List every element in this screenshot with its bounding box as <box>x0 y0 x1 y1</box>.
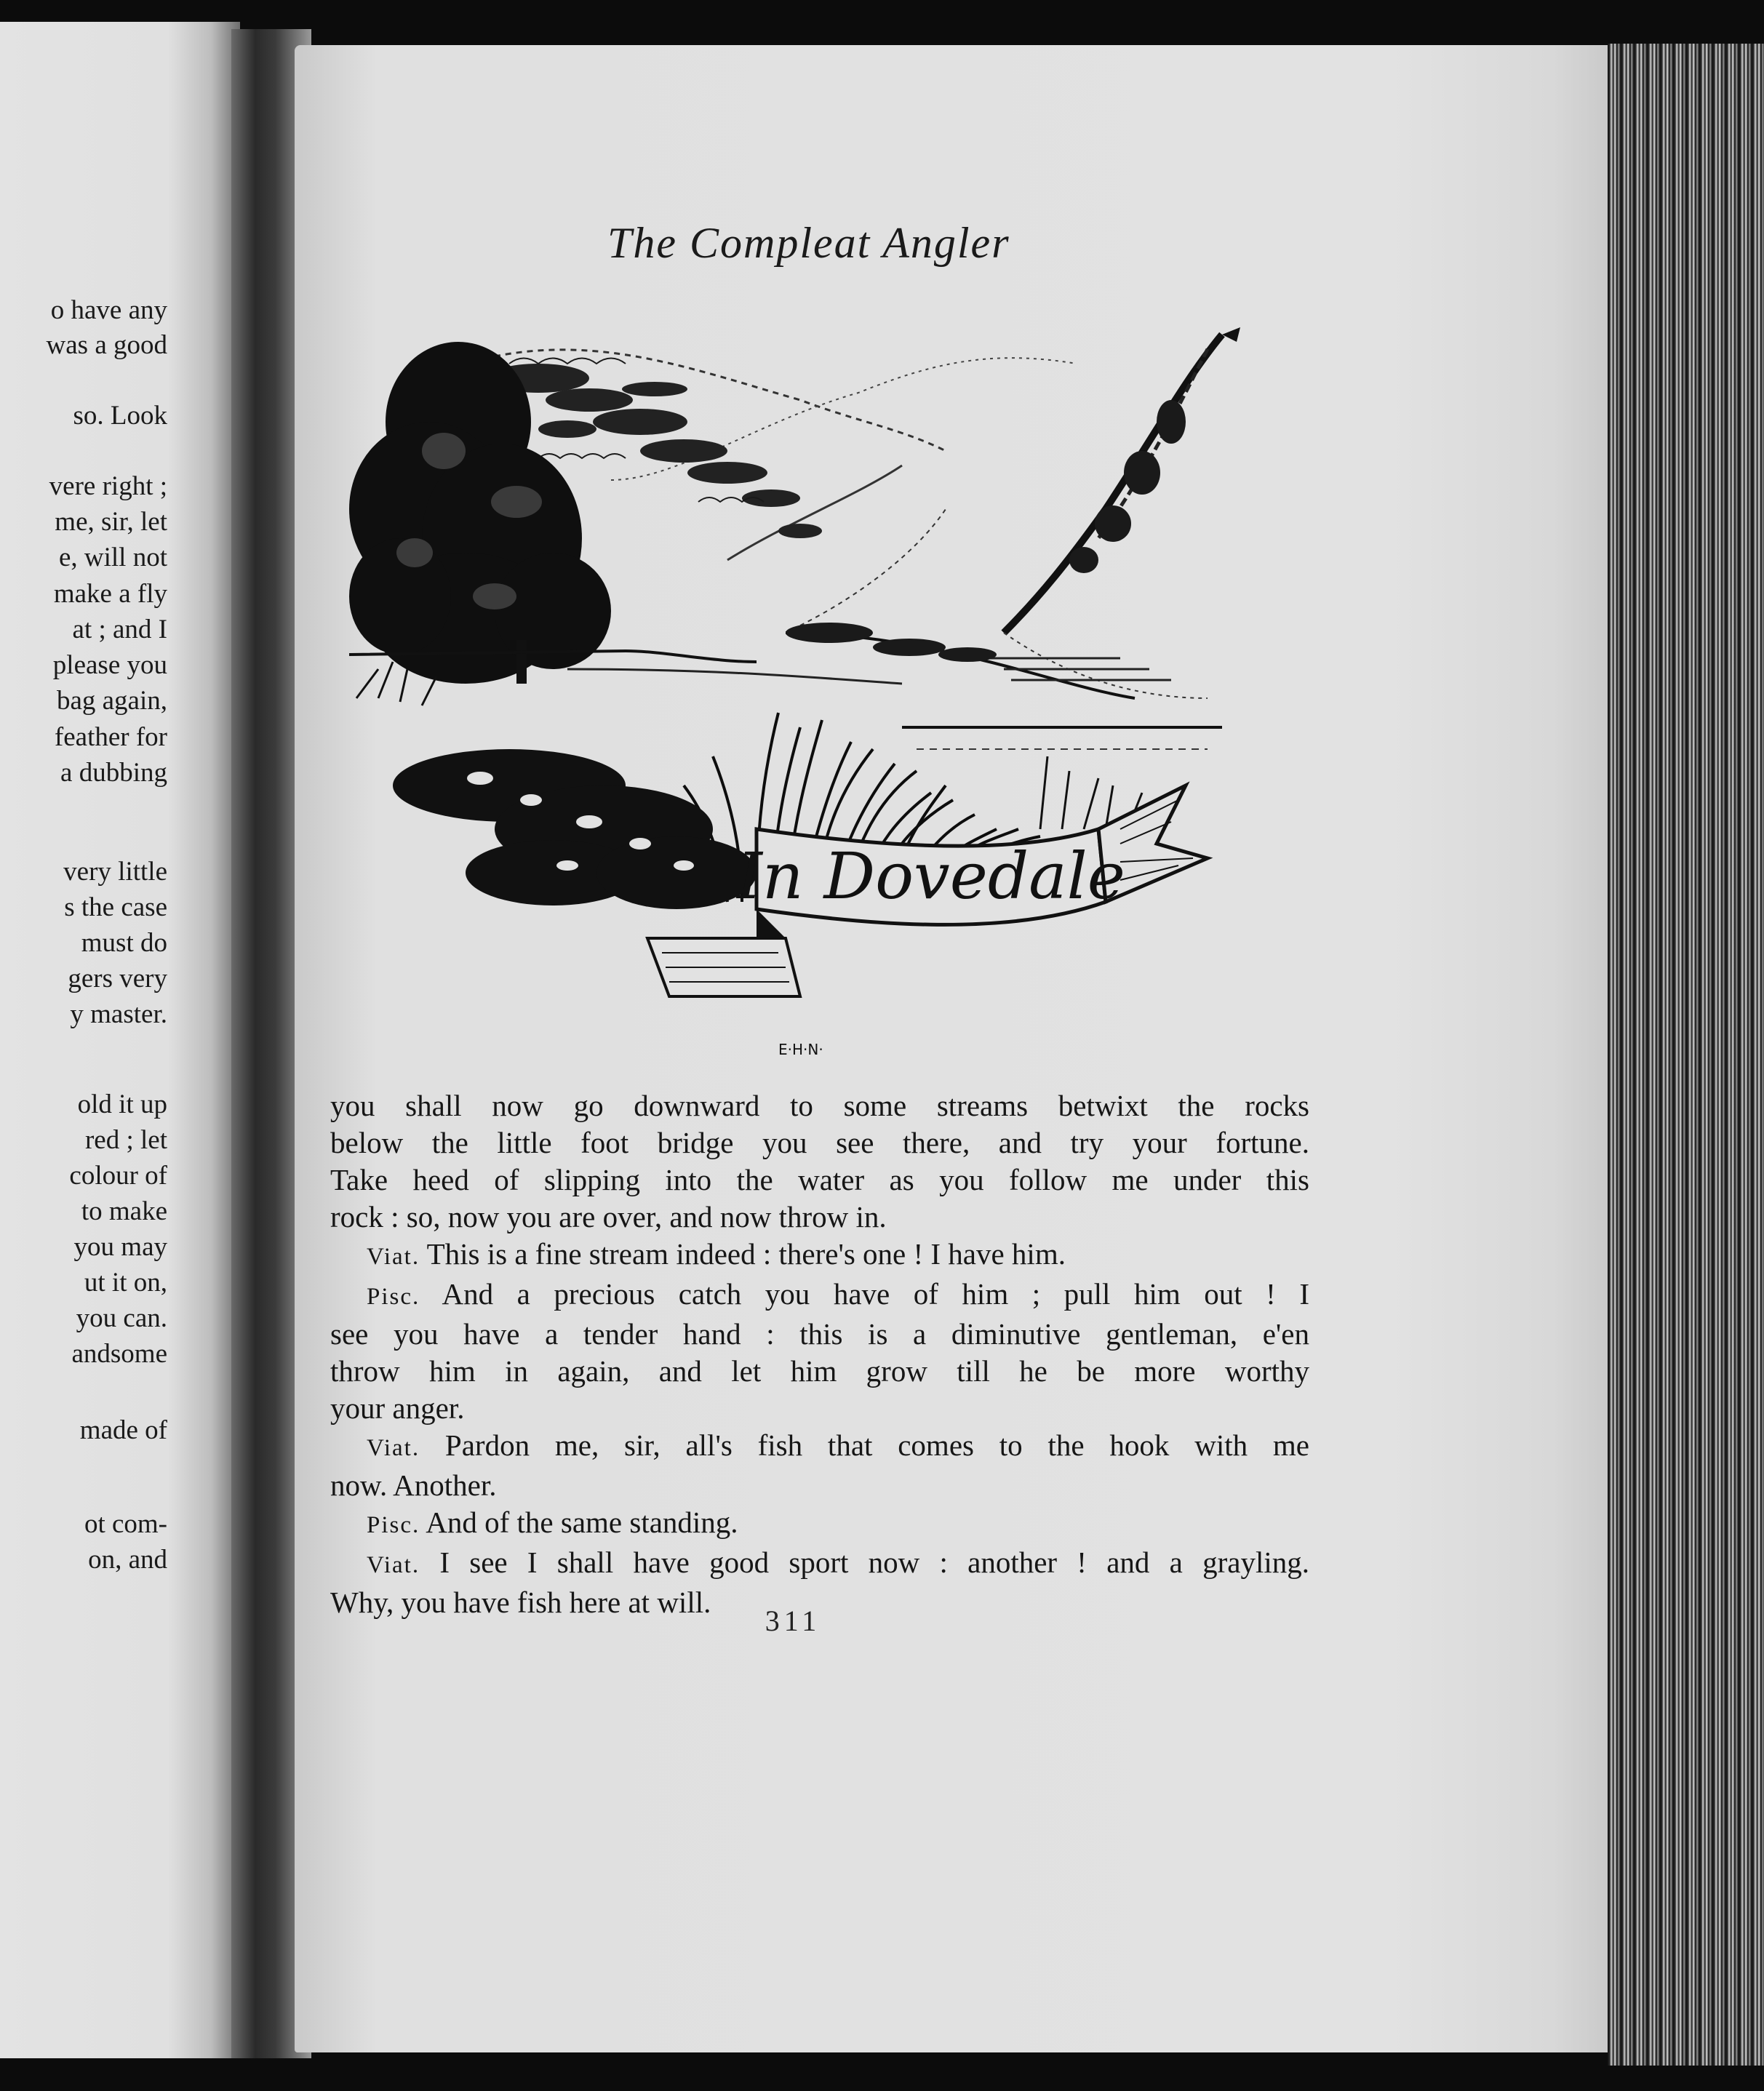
body-text <box>330 1087 1309 1621</box>
dialogue-line <box>330 1544 1309 1584</box>
speaker-viat: Viat. <box>367 1244 420 1270</box>
speaker-viat: Viat. <box>367 1435 420 1461</box>
left-text-line: a dubbing <box>60 758 167 788</box>
left-text-line: must do <box>81 928 167 958</box>
left-text-line: make a fly <box>53 579 167 609</box>
text-line: Why, you have fish here at will. <box>330 1586 711 1619</box>
speech-text: And a precious catch you have of him ; pull him out ! I <box>442 1277 1309 1311</box>
left-text-line: red ; let <box>84 1125 167 1155</box>
left-text-line: was a good <box>46 330 167 360</box>
speaker-viat: Viat. <box>367 1552 420 1578</box>
left-text-line: please you <box>52 650 167 680</box>
left-text-line: made of <box>79 1415 167 1445</box>
left-text-line: you can. <box>76 1303 167 1333</box>
text-line: see you have a tender hand : this is a diminutive gentleman, e'en <box>330 1317 1309 1351</box>
speaker-pisc: Pisc. <box>367 1284 420 1310</box>
left-text-line: at ; and I <box>72 615 167 644</box>
speaker-pisc: Pisc. <box>367 1512 420 1538</box>
left-text-line: you may <box>73 1232 167 1262</box>
speech-text: I see I shall have good sport now : another ! and a grayling. <box>439 1546 1309 1579</box>
left-text-line: old it up <box>77 1090 167 1119</box>
running-head: The Compleat Angler <box>607 219 1010 267</box>
left-text-line: me, sir, let <box>55 507 167 537</box>
left-text-line: o have any <box>50 295 167 325</box>
text-line: now. Another. <box>330 1468 497 1502</box>
dialogue-line <box>330 1427 1309 1467</box>
left-text-line: gers very <box>68 964 167 993</box>
text-line: throw him in again, and let him grow till he be more worthy <box>330 1354 1309 1388</box>
dialogue-line <box>330 1504 1309 1544</box>
dialogue-line <box>330 1276 1309 1316</box>
text-line: Take heed of slipping into the water as you follow me under this <box>330 1163 1309 1196</box>
left-page <box>0 22 240 2058</box>
page-number: 311 <box>765 1604 821 1637</box>
left-text-line: ut it on, <box>84 1268 167 1298</box>
artist-signature: E·H·N· <box>778 1041 823 1058</box>
left-text-line: very little <box>63 857 167 887</box>
left-text-line: so. Look <box>73 401 167 431</box>
left-text-line: feather for <box>54 722 167 752</box>
text-line: your anger. <box>330 1391 465 1425</box>
speech-text: This is a fine stream indeed : there's one ! I have him. <box>426 1237 1066 1271</box>
left-text-line: colour of <box>69 1161 167 1191</box>
page-block-edge <box>1608 44 1764 2066</box>
left-text-line: on, and <box>88 1545 167 1575</box>
text-line: rock : so, now you are over, and now throw in. <box>330 1200 887 1234</box>
text-line: you shall now go downward to some streams betwixt the rocks <box>330 1089 1309 1122</box>
left-text-line: andsome <box>71 1339 167 1369</box>
left-text-line: bag again, <box>56 686 167 716</box>
left-text-line: s the case <box>64 892 167 922</box>
speech-text: Pardon me, sir, all's fish that comes to the hook with me <box>444 1428 1310 1462</box>
left-text-line: y master. <box>70 999 167 1029</box>
left-text-line: ot com- <box>84 1509 167 1539</box>
banner-title: In Dovedale <box>737 839 1125 913</box>
dialogue-line <box>330 1236 1309 1276</box>
speech-text: And of the same standing. <box>426 1506 738 1539</box>
left-text-line: e, will not <box>58 543 167 572</box>
text-line: below the little foot bridge you see there, and try your fortune. <box>330 1126 1309 1159</box>
left-text-line: vere right ; <box>49 471 167 501</box>
left-text-line: to make <box>81 1196 167 1226</box>
dovedale-illustration <box>349 320 1295 1069</box>
